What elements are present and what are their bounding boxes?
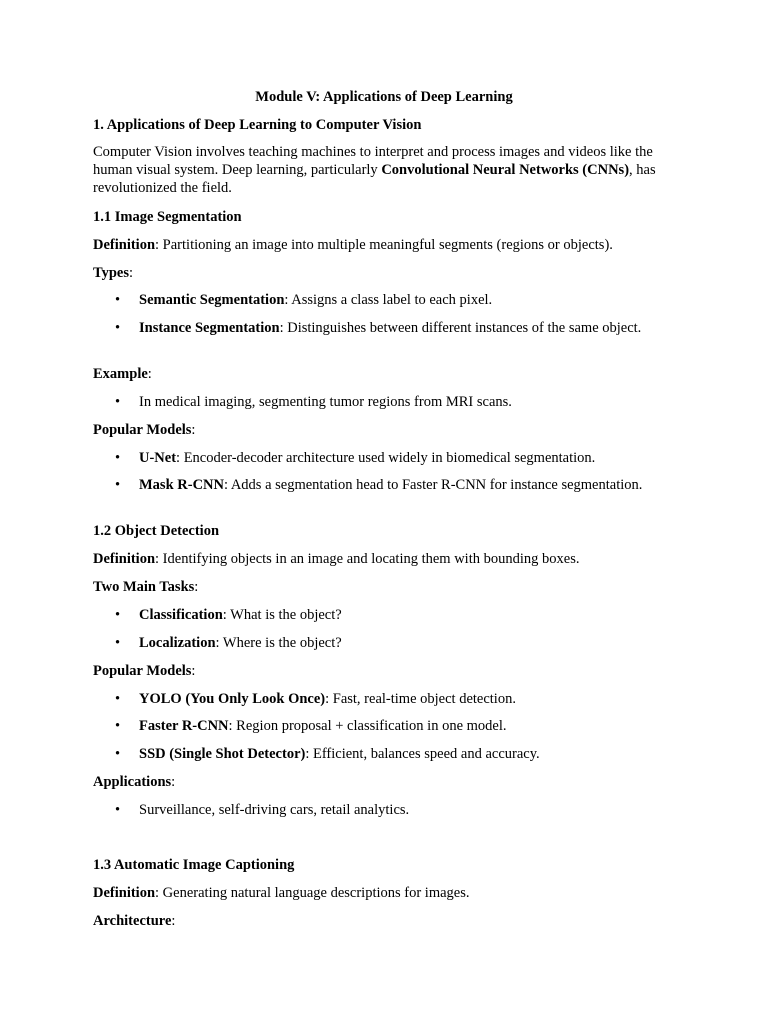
list-item-text: : Fast, real-time object detection. bbox=[325, 691, 516, 707]
tasks-label: Two Main Tasks bbox=[93, 579, 195, 595]
bullet-icon: • bbox=[115, 635, 121, 651]
detection-definition bbox=[93, 550, 683, 568]
list-item-text: : Efficient, balances speed and accuracy. bbox=[305, 746, 540, 762]
list-item-text: : Adds a segmentation head to Faster R-CNN for instance segmentation. bbox=[223, 477, 643, 493]
subsection-heading-segmentation-text: 1.1 Image Segmentation bbox=[93, 209, 242, 225]
list-item-mask-rcnn bbox=[139, 476, 659, 494]
types-label: Types bbox=[93, 265, 129, 281]
list-item-faster-rcnn bbox=[139, 717, 659, 735]
section-heading-1-text: 1. Applications of Deep Learning to Computer Vision bbox=[93, 117, 422, 133]
list-item-term: YOLO (You Only Look Once) bbox=[139, 691, 326, 707]
definition-label: Definition bbox=[93, 237, 156, 253]
bullet-icon: • bbox=[115, 477, 121, 493]
segmentation-example-label bbox=[93, 365, 683, 383]
bullet-icon: • bbox=[115, 691, 121, 707]
list-item-yolo bbox=[139, 690, 659, 708]
tasks-colon: : bbox=[194, 579, 199, 595]
bullet-icon: • bbox=[115, 746, 121, 762]
captioning-definition bbox=[93, 884, 683, 902]
list-item-example: In medical imaging, segmenting tumor regions from MRI scans. bbox=[139, 394, 512, 410]
segmentation-definition bbox=[93, 236, 683, 254]
subsection-heading-segmentation bbox=[93, 208, 683, 226]
bullet-icon: • bbox=[115, 802, 121, 818]
section-heading-1 bbox=[93, 116, 683, 134]
list-item-text: : Encoder-decoder architecture used widely in biomedical segmentation. bbox=[176, 450, 596, 466]
list-item-text: : What is the object? bbox=[222, 607, 342, 623]
list-item-text: : Assigns a class label to each pixel. bbox=[284, 292, 493, 308]
list-item-text: : Distinguishes between different instances of the same object. bbox=[279, 320, 642, 336]
list-item-classification bbox=[139, 606, 659, 624]
list-item-text: : Region proposal + classification in one model. bbox=[228, 718, 507, 734]
bullet-icon: • bbox=[115, 607, 121, 623]
subsection-heading-captioning bbox=[93, 856, 683, 874]
list-item-term: SSD (Single Shot Detector) bbox=[139, 746, 306, 762]
list-item-unet bbox=[139, 449, 659, 467]
segmentation-models-label bbox=[93, 421, 683, 439]
list-item-term: Classification bbox=[139, 607, 223, 623]
models-label: Popular Models bbox=[93, 663, 192, 679]
list-item-term: Instance Segmentation bbox=[139, 320, 280, 336]
architecture-label: Architecture bbox=[93, 913, 172, 929]
bullet-icon: • bbox=[115, 450, 121, 466]
list-item-term: U-Net bbox=[139, 450, 177, 466]
page-title: Module V: Applications of Deep Learning bbox=[255, 89, 513, 105]
list-item-semantic-segmentation bbox=[139, 291, 659, 309]
segmentation-types-label bbox=[93, 264, 683, 282]
subsection-heading-detection bbox=[93, 522, 683, 540]
models-label: Popular Models bbox=[93, 422, 192, 438]
bullet-icon: • bbox=[115, 394, 121, 410]
definition-text: : Generating natural language descriptions for images. bbox=[155, 885, 470, 901]
subsection-heading-detection-text: 1.2 Object Detection bbox=[93, 523, 220, 539]
detection-models-label bbox=[93, 662, 683, 680]
bullet-icon: • bbox=[115, 292, 121, 308]
intro-paragraph bbox=[93, 143, 683, 197]
detection-tasks-label bbox=[93, 578, 683, 596]
list-item-term: Semantic Segmentation bbox=[139, 292, 285, 308]
list-item-applications: Surveillance, self-driving cars, retail analytics. bbox=[139, 802, 410, 818]
example-colon: : bbox=[147, 366, 152, 382]
definition-label: Definition bbox=[93, 885, 156, 901]
intro-text-strong: Convolutional Neural Networks (CNNs) bbox=[381, 162, 630, 178]
example-label: Example bbox=[93, 366, 148, 382]
definition-text: : Partitioning an image into multiple meaningful segments (regions or objects). bbox=[155, 237, 613, 253]
list-item-ssd bbox=[139, 745, 659, 763]
bullet-icon: • bbox=[115, 320, 121, 336]
architecture-colon: : bbox=[171, 913, 176, 929]
applications-label: Applications bbox=[93, 774, 172, 790]
captioning-architecture-label bbox=[93, 912, 683, 930]
models-colon: : bbox=[191, 422, 196, 438]
definition-label: Definition bbox=[93, 551, 156, 567]
intro-text-post: , has revolutionized the field. bbox=[93, 162, 656, 196]
list-item-text: : Where is the object? bbox=[215, 635, 342, 651]
list-item-term: Mask R-CNN bbox=[139, 477, 224, 493]
detection-applications-label bbox=[93, 773, 683, 791]
subsection-heading-captioning-text: 1.3 Automatic Image Captioning bbox=[93, 857, 295, 873]
list-item-term: Faster R-CNN bbox=[139, 718, 229, 734]
types-colon: : bbox=[129, 265, 134, 281]
list-item-term: Localization bbox=[139, 635, 216, 651]
models-colon: : bbox=[191, 663, 196, 679]
list-item-localization bbox=[139, 634, 659, 652]
applications-colon: : bbox=[171, 774, 176, 790]
bullet-icon: • bbox=[115, 718, 121, 734]
list-item-instance-segmentation bbox=[139, 319, 659, 337]
definition-text: : Identifying objects in an image and locating them with bounding boxes. bbox=[155, 551, 580, 567]
intro-text-pre: Computer Vision involves teaching machines to interpret and process images and videos like the human visual system. Deep learning, particularly bbox=[93, 144, 653, 178]
